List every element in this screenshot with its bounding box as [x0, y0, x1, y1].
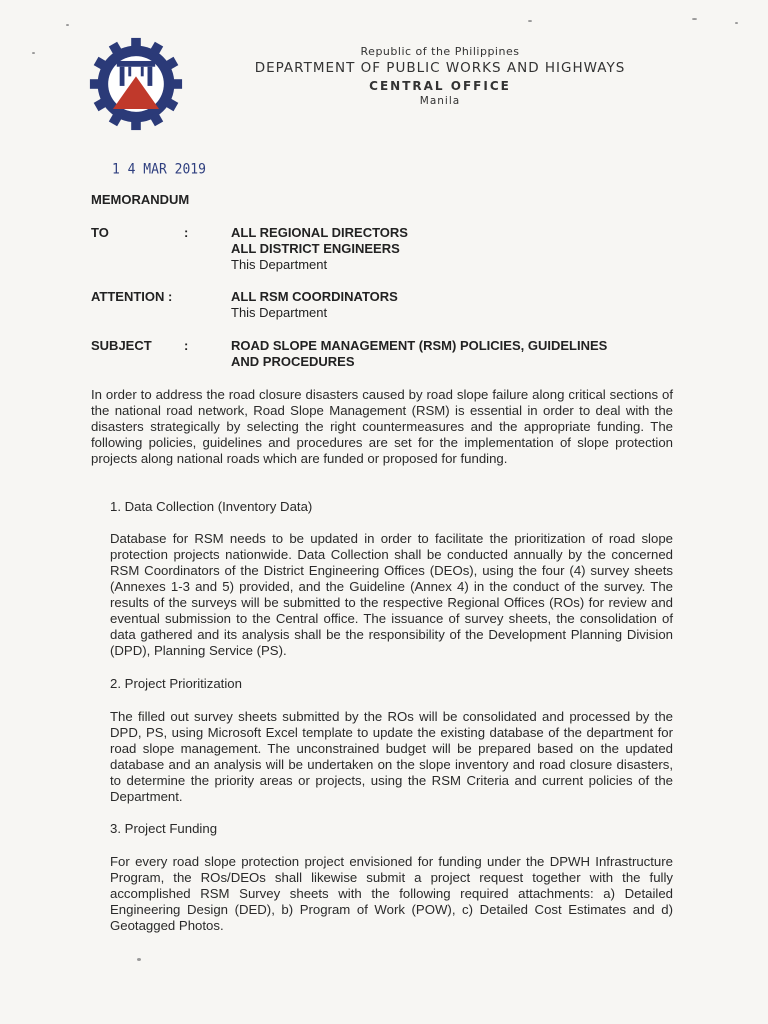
section-1-heading: 1. Data Collection (Inventory Data)	[110, 499, 313, 514]
date-stamp: 1 4 MAR 2019	[112, 161, 206, 178]
to-recipient-1: ALL REGIONAL DIRECTORS	[231, 225, 408, 240]
scan-speck	[66, 24, 69, 26]
document-type: MEMORANDUM	[91, 192, 190, 207]
republic-line: Republic of the Philippines	[360, 45, 520, 58]
scan-speck	[32, 52, 35, 54]
department-name: DEPARTMENT OF PUBLIC WORKS AND HIGHWAYS	[254, 60, 626, 76]
scan-speck	[137, 958, 141, 961]
scan-speck	[735, 22, 738, 24]
to-label: TO	[91, 225, 109, 240]
subject-colon: :	[184, 338, 189, 353]
scan-speck	[692, 18, 697, 20]
subject-line-1: ROAD SLOPE MANAGEMENT (RSM) POLICIES, GUIDELINES	[231, 338, 608, 353]
to-department: This Department	[231, 257, 328, 272]
subject-text	[231, 338, 681, 370]
attention-recipients	[231, 289, 681, 321]
scan-speck	[528, 20, 532, 22]
section-3-body: For every road slope protection project envisioned for funding under the DPWH Infrastructure Program, the ROs/DEOs shall likewise submit a project request together with the fully accomplished RSM Survey sheets with the following required attachments: a) Detailed Engineering Design (DED), b) Program of Work (POW), c) Detailed Cost Estimates and d) Geotagged Photos.	[110, 854, 673, 933]
subject-label: SUBJECT	[91, 338, 152, 353]
to-colon: :	[184, 225, 189, 240]
section-2-heading: 2. Project Prioritization	[110, 676, 242, 691]
subject-line-2: AND PROCEDURES	[231, 354, 355, 369]
section-1-body: Database for RSM needs to be updated in order to facilitate the prioritization of road slope protection projects nationwide. Data Collection shall be conducted annually by the concerned RSM Coordinators of the District Engineering Offices (DEOs), using the four (4) survey sheets (Annexes 1-3 and 5) provided, and the Guideline (Annex 4) in the conduct of the survey. The results of the surveys will be submitted to the respective Regional Offices (ROs) for review and eventual submission to the Central office. The issuance of survey sheets, the consolidation of data gathered and its analysis shall be the responsibility of the Development Planning Division (DPD), Planning Service (PS).	[110, 531, 673, 658]
attention-department: This Department	[231, 305, 328, 320]
section-3-heading: 3. Project Funding	[110, 821, 218, 836]
attention-recipient: ALL RSM COORDINATORS	[231, 289, 398, 304]
section-2-body: The filled out survey sheets submitted by the ROs will be consolidated and processed by the DPD, PS, using Microsoft Excel template to update the existing database of the department for road slope management. The unconstrained budget will be prepared based on the updated database and an analysis will be undertaken on the slope inventory and road closure disasters, to determine the priority areas or projects, using the RSM Criteria and current policies of the Department.	[110, 709, 673, 804]
letterhead	[230, 45, 650, 107]
dpwh-seal-logo	[88, 36, 184, 132]
intro-paragraph: In order to address the road closure disasters caused by road slope failure along critical sections of the national road network, Road Slope Management (RSM) is essential in order to deal with the disasters strategically by selecting the right countermeasures and the appropriate funding. The following policies, guidelines and procedures are set for the implementation of slope protection projects along national roads which are funded or proposed for funding.	[91, 387, 673, 466]
to-recipient-2: ALL DISTRICT ENGINEERS	[231, 241, 400, 256]
office-name: CENTRAL OFFICE	[369, 79, 511, 93]
to-recipients	[231, 225, 681, 273]
attention-label: ATTENTION :	[91, 289, 173, 304]
office-location: Manila	[419, 95, 461, 107]
